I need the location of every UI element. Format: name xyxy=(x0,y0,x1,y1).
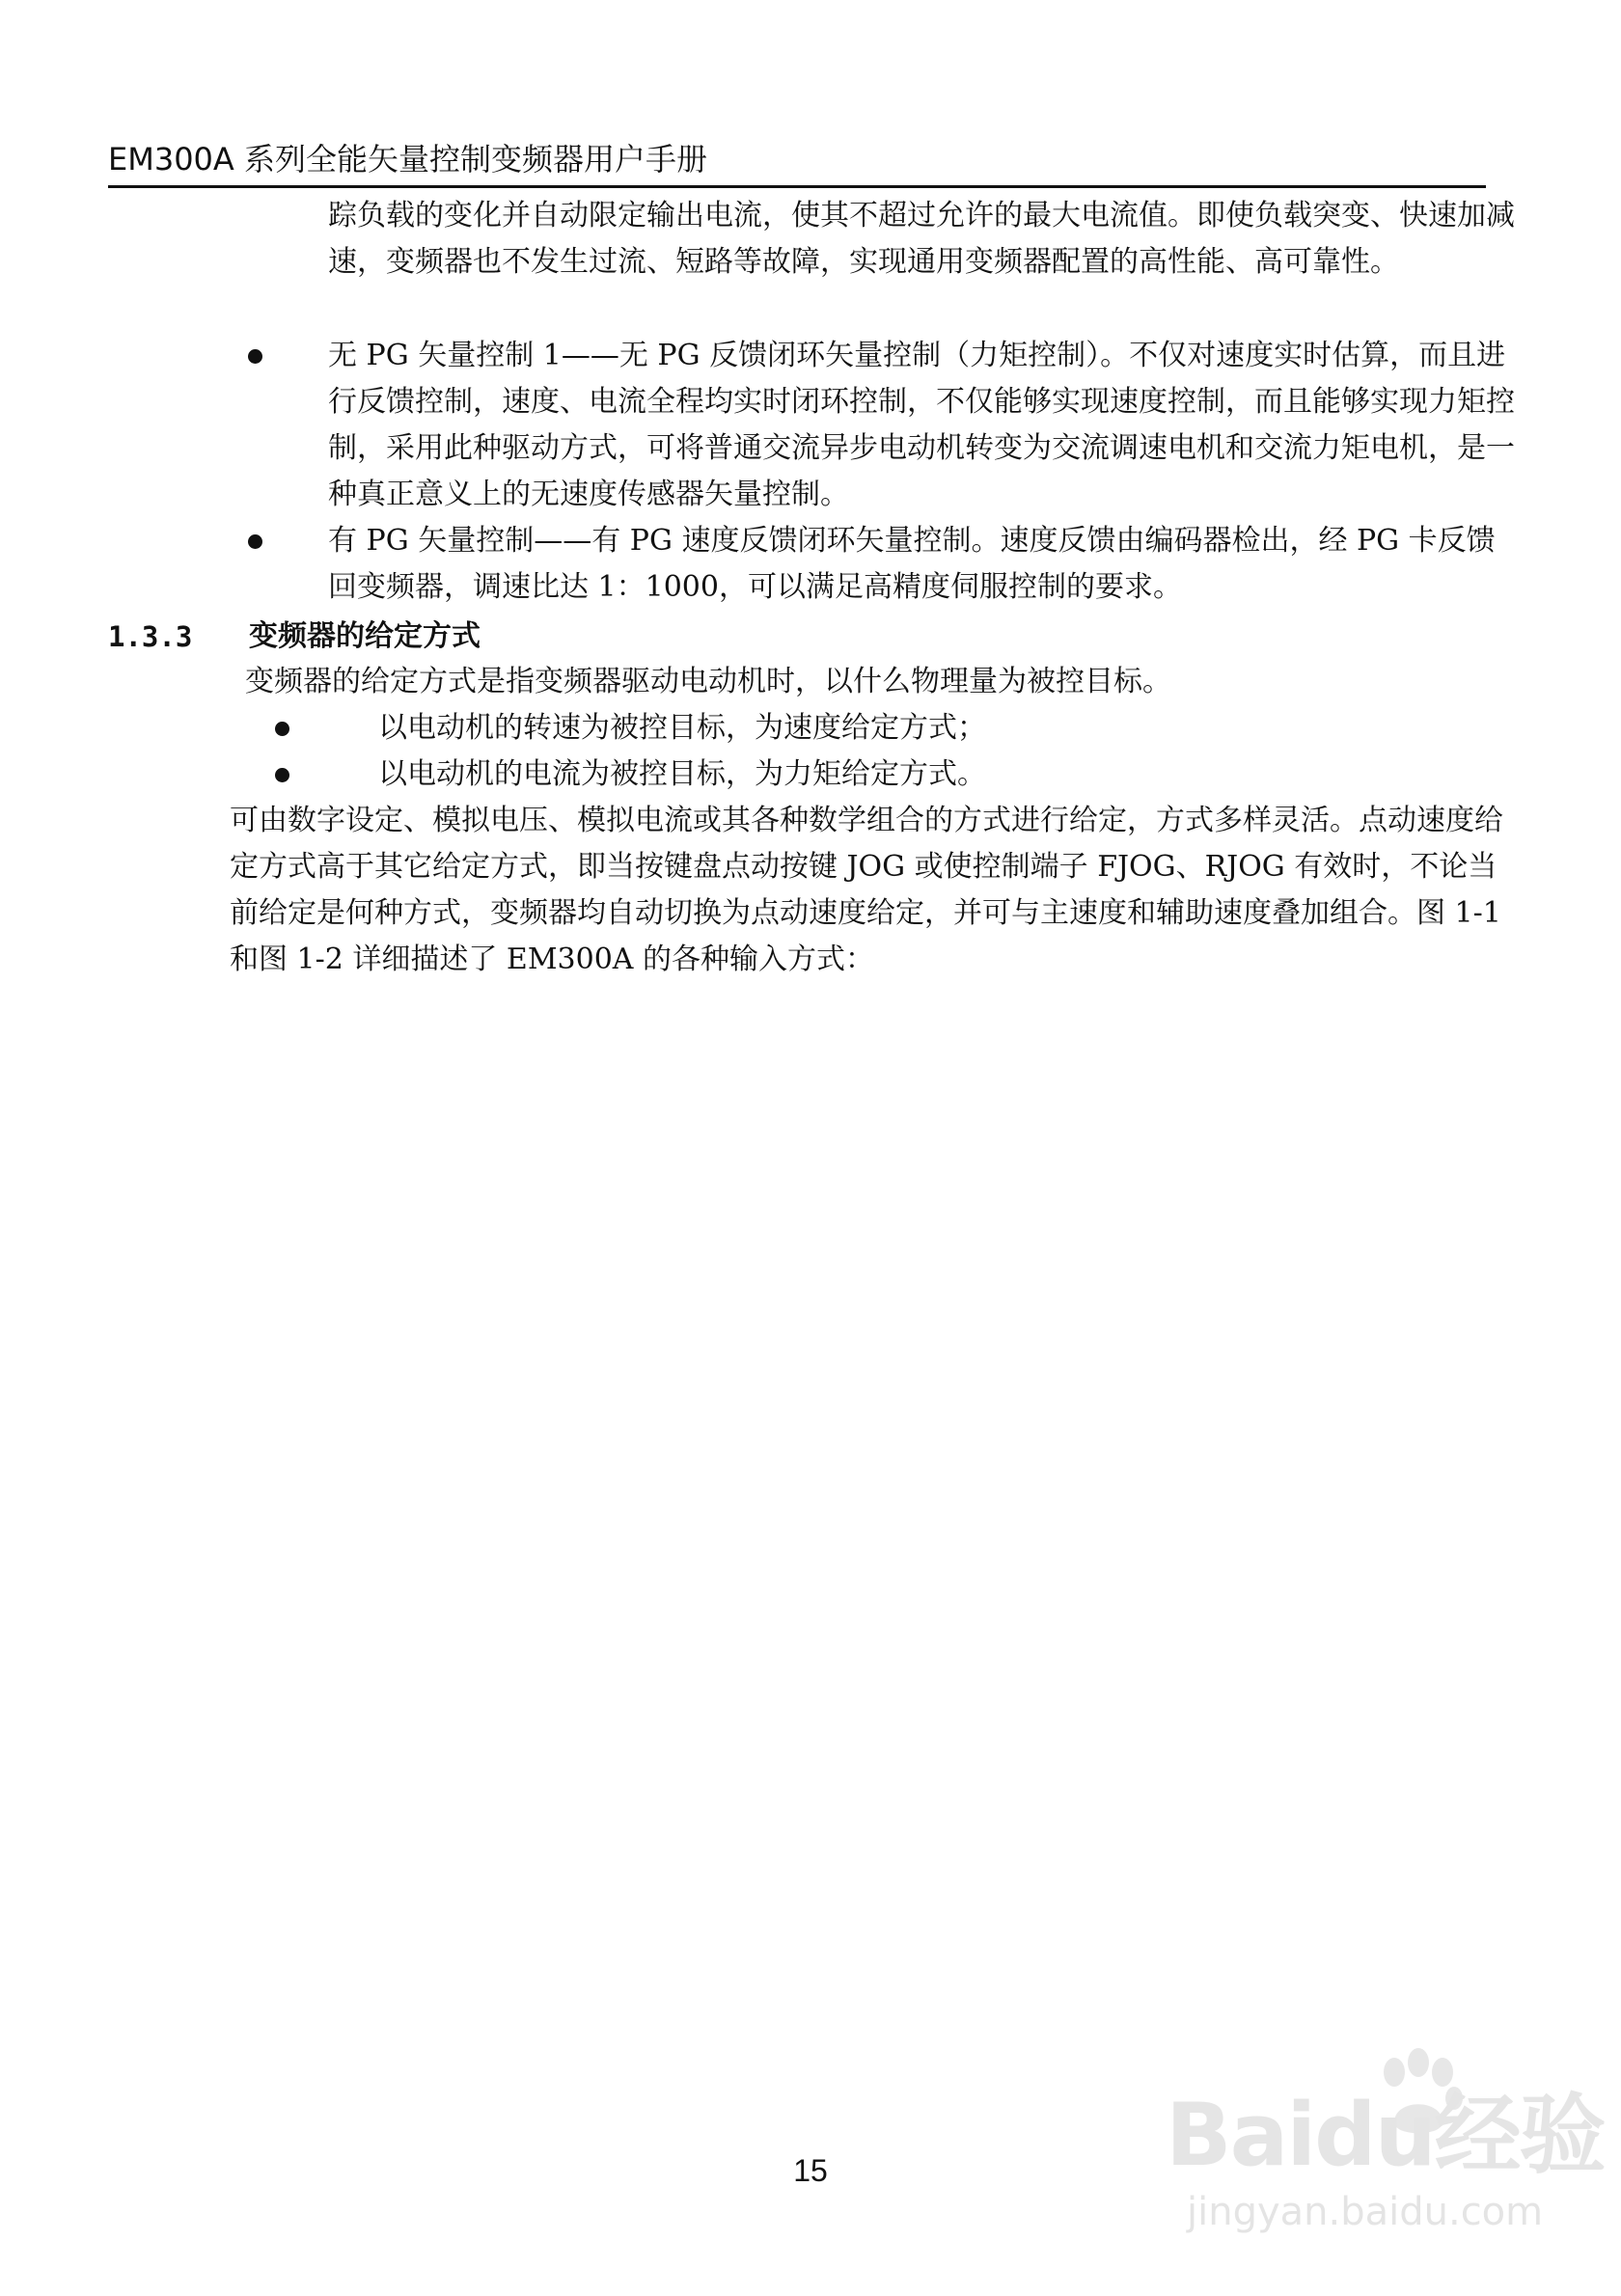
baidu-watermark xyxy=(1148,2045,1605,2267)
watermark-url: jingyan.baidu.com xyxy=(1187,2190,1544,2234)
bullet-item-pg-free-vector: 无 PG 矢量控制 1——无 PG 反馈闭环矢量控制（力矩控制）。不仅对速度实时估算，而且进行反馈控制，速度、电流全程均实时闭环控制，不仅能够实现速度控制，而且能够实现力矩控制，采用此种驱动方式，可将普通交流异步电动机转变为交流调速电机和交流力矩电机，是一种真正意义上的无速度传感器矢量控制。 xyxy=(328,339,1515,511)
bullet-icon xyxy=(275,768,289,782)
section-title: 变频器的给定方式 xyxy=(249,619,481,653)
bullet-icon xyxy=(248,349,262,364)
sub-bullet-torque: 以电动机的电流为被控目标，为力矩给定方式。 xyxy=(378,757,986,791)
continuation-paragraph: 踪负载的变化并自动限定输出电流，使其不超过允许的最大电流值。即使负载突变、快速加减速，变频器也不发生过流、短路等故障，实现通用变频器配置的高性能、高可靠性。 xyxy=(328,199,1515,279)
bullet-icon xyxy=(275,722,289,736)
section-number: 1.3.3 xyxy=(108,620,193,653)
section-intro: 变频器的给定方式是指变频器驱动电动机时，以什么物理量为被控目标。 xyxy=(245,665,1171,698)
watermark-logo: Baidu经验 xyxy=(1166,2085,1605,2186)
bullet-item-pg-vector: 有 PG 矢量控制——有 PG 速度反馈闭环矢量控制。速度反馈由编码器检出，经 PG 卡反馈回变频器，调速比达 1：1000，可以满足高精度伺服控制的要求。 xyxy=(328,524,1496,604)
header-title: EM300A 系列全能矢量控制变频器用户手册 xyxy=(108,141,707,178)
bullet-icon xyxy=(248,534,262,549)
sub-bullet-speed: 以电动机的转速为被控目标，为速度给定方式； xyxy=(378,711,986,745)
page-number: 15 xyxy=(793,2153,828,2188)
page-header xyxy=(108,135,1486,188)
section-body: 可由数字设定、模拟电压、模拟电流或其各种数学组合的方式进行给定，方式多样灵活。点动速度给定方式高于其它给定方式，即当按键盘点动按键 JOG 或使控制端子 FJOG、RJOG 有效时，不论当前给定是何种方式，变频器均自动切换为点动速度给定，并可与主速度和辅助速度叠加组合。图 1-1 和图 1-2 详细描述了 EM300A 的各种输入方式： xyxy=(230,804,1503,976)
